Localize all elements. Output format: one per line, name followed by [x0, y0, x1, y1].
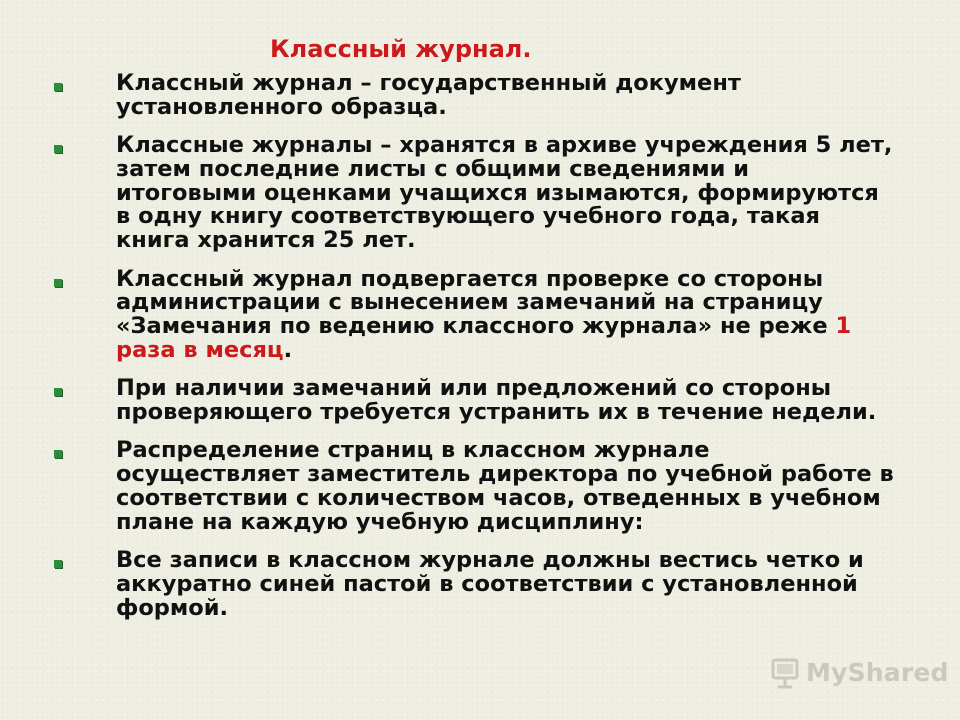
bullet-text: Распределение страниц в классном журнале осуществляет заместитель директора по учебной работе в соответствии с количеством часов, отведенных в учебном плане на каждую учебную дисциплину:: [116, 437, 894, 535]
square-bullet-icon: [54, 145, 62, 153]
bullet-text: Все записи в классном журнале должны вестись четко и аккуратно синей пастой в соответствии с установленной формой.: [116, 547, 864, 621]
square-bullet-icon: [54, 450, 62, 458]
watermark-logo: [768, 656, 949, 690]
slide-title: Классный журнал.: [270, 35, 532, 63]
bullet-text: Классный журнал – государственный документ установленного образца.: [116, 70, 741, 120]
bullet-tail-text: .: [283, 336, 293, 363]
square-bullet-icon: [54, 279, 62, 287]
bullet-text: При наличии замечаний или предложений со стороны проверяющего требуется устранить их в течение недели.: [116, 375, 877, 426]
bullet-item: [0, 439, 896, 534]
square-bullet-icon: [54, 83, 62, 91]
bullet-list: [0, 72, 960, 635]
bullet-text: Классный журнал подвергается проверке со стороны администрации с вынесением замечаний на страницу «Замечания по ведению классного журнала» не реже: [116, 265, 836, 340]
presentation-board-icon: [768, 656, 802, 690]
bullet-item: [0, 549, 896, 620]
square-bullet-icon: [54, 560, 62, 568]
bullet-item: [0, 72, 896, 120]
watermark-text: MyShared: [806, 658, 949, 687]
bullet-item: [0, 265, 896, 363]
bullet-item: [0, 134, 896, 253]
bullet-text: Классные журналы – хранятся в архиве учреждения 5 лет, затем последние листы с общими сведениями и итоговыми оценками учащихся изымаются, формируются в одну книгу соответствующего учебного года, такая книга хранится 25 лет.: [116, 132, 893, 254]
bullet-accent-text: 1 раза в месяц: [116, 313, 852, 363]
square-bullet-icon: [54, 388, 62, 396]
bullet-item: [0, 377, 896, 425]
